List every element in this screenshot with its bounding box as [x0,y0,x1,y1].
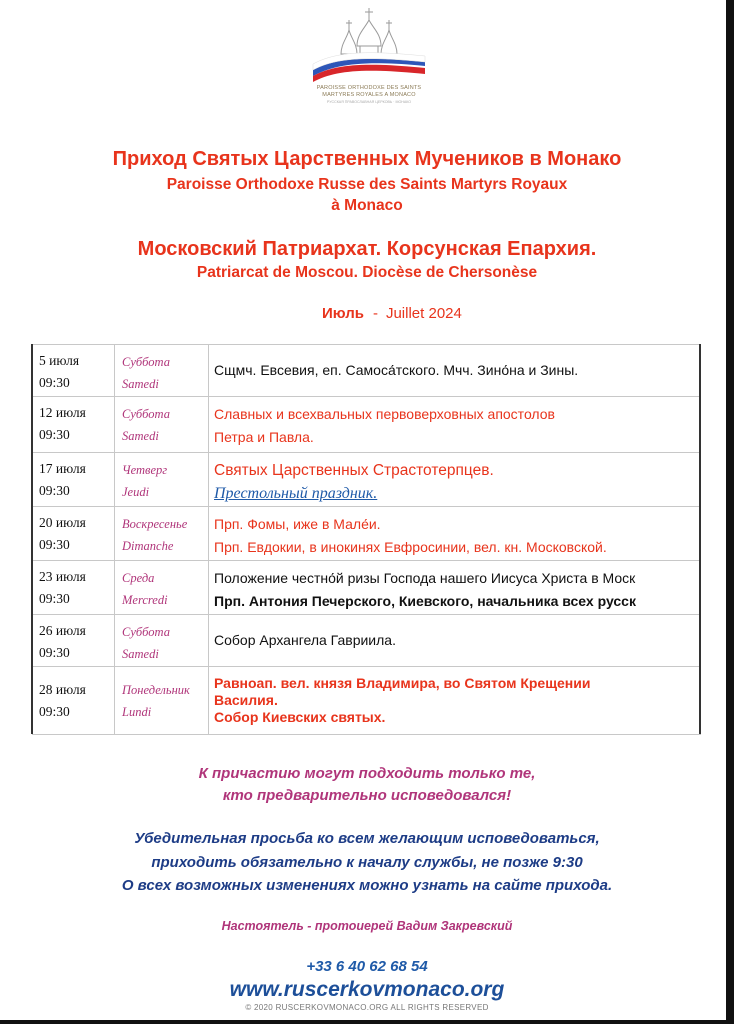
date-cell [33,667,115,735]
event-line: Прп. Фомы, иже в Мале́и. [214,516,381,532]
day-fr: Samedi [122,429,159,443]
event-line: Прп. Евдокии, в инокинях Евфросинии, вел. кн. Московской. [214,539,607,555]
website-link[interactable]: www.ruscerkovmonaco.org [229,978,505,1001]
logo-text-line-2: MARTYRES ROYALES A MONACO [322,92,416,98]
table-right-border [699,344,701,734]
service-date: 5 июля [39,353,80,368]
table-row [33,345,701,397]
service-date: 17 июля [39,461,86,476]
month-ru: Июль [322,305,364,322]
patriarchate-ru: Московский Патриархат. Корсунская Епархия. [137,238,597,260]
day-fr: Dimanche [122,539,174,553]
table-row [33,615,701,667]
rector-name: Настоятель - протоиерей Вадим Закревский [221,919,513,933]
day-cell [115,561,209,615]
day-ru: Четверг [122,463,168,477]
service-time: 09:30 [39,427,70,442]
day-cell [115,345,209,397]
event-cell [209,561,701,615]
day-fr: Jeudi [122,485,150,499]
event-line: Положение честно́й ризы Господа нашего Иисуса Христа в Моск [214,570,636,586]
table-row [33,453,701,507]
date-cell [33,453,115,507]
event-line: Василия. [214,692,278,708]
title-ru: Приход Святых Царственных Мучеников в Монако [112,148,622,170]
event-cell [209,397,701,453]
confession-request-line-1: Убедительная просьба ко всем желающим исповедоваться, [134,830,600,847]
service-time: 09:30 [39,591,70,606]
day-ru: Понедельник [122,683,190,697]
service-date: 26 июля [39,623,86,638]
title-fr-line-1: Paroisse Orthodoxe Russe des Saints Martyrs Royaux [166,176,568,193]
event-cell [209,615,701,667]
day-cell [115,397,209,453]
day-ru: Суббота [122,355,170,369]
logo-text-line-3: РУССКАЯ ПРАВОСЛАВНАЯ ЦЕРКОВЬ · МОНАКО [326,100,412,104]
day-cell [115,453,209,507]
event-cell [209,507,701,561]
table-row [33,507,701,561]
church-domes-icon [305,6,433,86]
table-row [33,397,701,453]
event-line: Сщмч. Евсевия, еп. Самоса́тского. Мчч. Зино́на и Зины. [214,362,579,378]
service-time: 09:30 [39,704,70,719]
event-line: Собор Киевских святых. [214,709,386,725]
day-fr: Samedi [122,647,159,661]
feast-day-link[interactable]: Престольный праздник. [214,485,378,502]
logo-text-line-1: PAROISSE ORTHODOXE DES SAINTS [316,85,422,91]
schedule-table [32,344,701,735]
service-date: 28 июля [39,682,86,697]
confession-request-line-3: О всех возможных изменениях можно узнать на сайте прихода. [121,877,613,894]
day-ru: Воскресенье [122,517,188,531]
patriarchate-fr: Patriarcat de Moscou. Diocèse de Chersonèse [196,264,538,281]
table-left-border [31,344,33,734]
day-fr: Lundi [122,705,152,719]
month-heading [322,305,462,322]
day-fr: Samedi [122,377,159,391]
day-ru: Среда [122,571,155,585]
title-fr-line-2: à Monaco [331,197,403,214]
phone-number[interactable]: +33 6 40 62 68 54 [306,958,428,975]
service-time: 09:30 [39,645,70,660]
day-ru: Суббота [122,407,170,421]
confession-request-line-2: приходить обязательно к началу службы, не позже 9:30 [151,854,583,871]
event-line: Прп. Антония Печерского, Киевского, начальника всех русск [214,593,636,609]
event-cell [209,453,701,507]
table-row [33,561,701,615]
date-cell [33,561,115,615]
day-fr: Mercredi [122,593,168,607]
date-cell [33,345,115,397]
event-cell [209,345,701,397]
month-separator: - [372,305,378,322]
day-cell [115,667,209,735]
communion-note-line-1: К причастию могут подходить только те, [198,765,536,782]
event-line: Святых Царственных Страстотерпцев. [214,462,494,479]
service-time: 09:30 [39,483,70,498]
parish-logo [305,6,433,118]
date-cell [33,615,115,667]
event-line: Петра и Павла. [214,429,314,445]
service-time: 09:30 [39,537,70,552]
service-time: 09:30 [39,375,70,390]
day-ru: Суббота [122,625,170,639]
event-line: Собор Архангела Гавриила. [214,632,396,648]
date-cell [33,507,115,561]
service-date: 20 июля [39,515,86,530]
event-cell [209,667,701,735]
copyright-text: © 2020 RUSCERKOVMONACO.ORG ALL RIGHTS RESERVED [245,1003,489,1012]
service-date: 23 июля [39,569,86,584]
month-fr: Juillet 2024 [385,305,462,322]
service-date: 12 июля [39,405,86,420]
date-cell [33,397,115,453]
event-line: Славных и всехвальных первоверховных апостолов [214,406,555,422]
table-row [33,667,701,735]
communion-note-line-2: кто предварительно исповедовался! [222,787,512,804]
bottom-edge-frame [0,1020,734,1024]
event-line: Равноап. вел. князя Владимира, во Святом Крещении [214,675,591,691]
day-cell [115,507,209,561]
day-cell [115,615,209,667]
